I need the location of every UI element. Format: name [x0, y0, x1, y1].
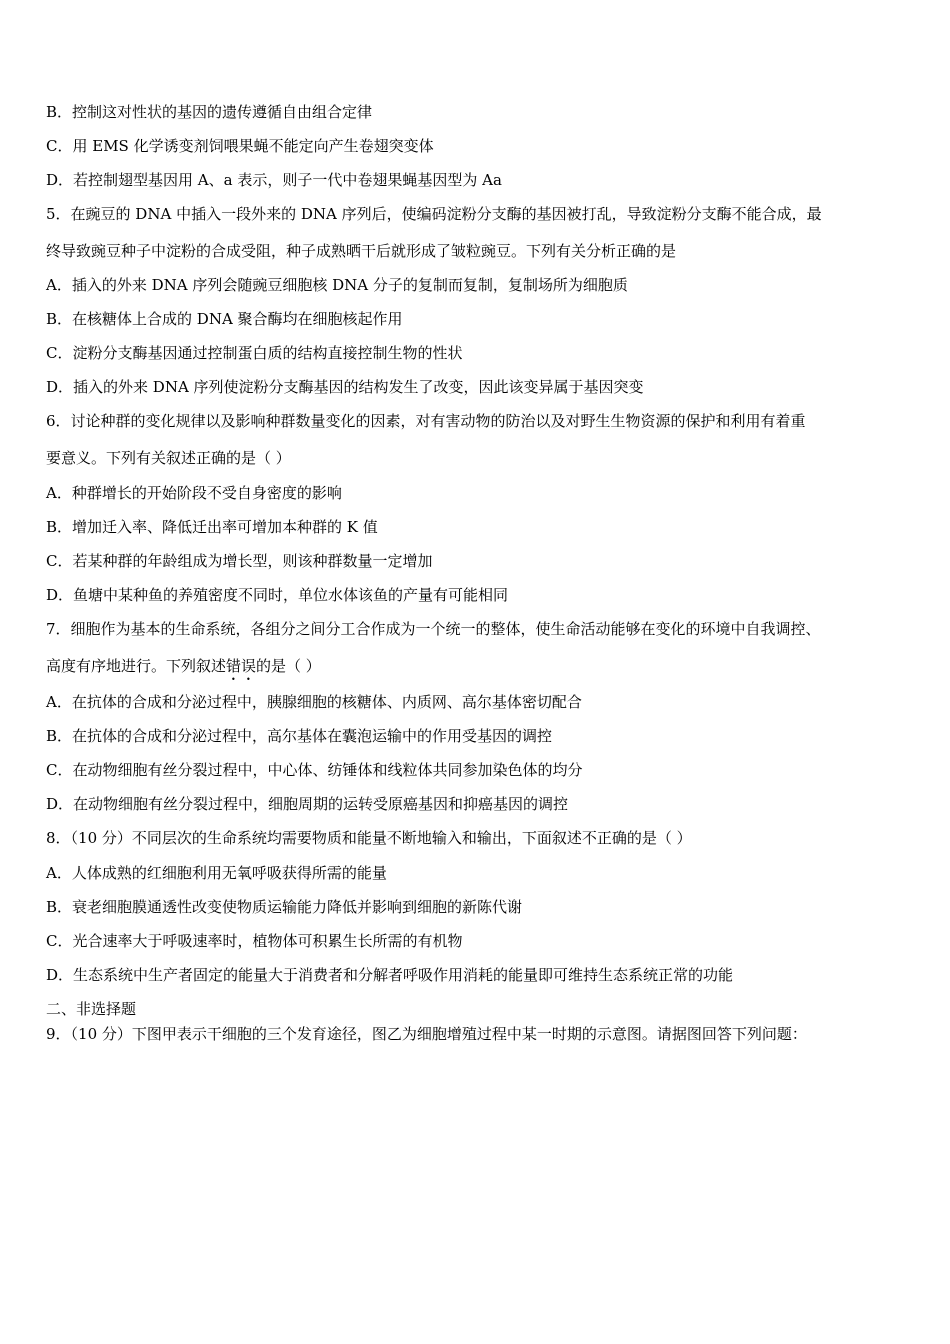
q6-stem-line1: 6．讨论种群的变化规律以及影响种群数量变化的因素，对有害动物的防治以及对野生生物资源的保护和利用有着重 — [46, 412, 806, 430]
q7-stem-line1: 7．细胞作为基本的生命系统，各组分之间分工合作成为一个统一的整体，使生命活动能够在变化的环境中自我调控、 — [46, 620, 821, 638]
q7-option-a: A．在抗体的合成和分泌过程中，胰腺细胞的核糖体、内质网、高尔基体密切配合 — [46, 693, 582, 711]
q5-option-a: A．插入的外来 DNA 序列会随豌豆细胞核 DNA 分子的复制而复制，复制场所为细胞质 — [46, 276, 628, 294]
q7-emphasis-mark: 错误 — [226, 657, 257, 675]
q8-stem: 8．（10 分）不同层次的生命系统均需要物质和能量不断地输入和输出，下面叙述不正确的是（ ） — [46, 829, 692, 847]
q5-stem-line1: 5．在豌豆的 DNA 中插入一段外来的 DNA 序列后，使编码淀粉分支酶的基因被打乱，导致淀粉分支酶不能合成，最 — [46, 205, 822, 223]
q8-option-b: B．衰老细胞膜通透性改变使物质运输能力降低并影响到细胞的新陈代谢 — [46, 898, 523, 916]
q6-option-a: A．种群增长的开始阶段不受自身密度的影响 — [46, 484, 342, 502]
q7-option-d: D．在动物细胞有丝分裂过程中，细胞周期的运转受原癌基因和抑癌基因的调控 — [46, 795, 569, 813]
q8-option-a: A．人体成熟的红细胞利用无氧呼吸获得所需的能量 — [46, 864, 387, 882]
q4-option-c: C．用 EMS 化学诱变剂饲喂果蝇不能定向产生卷翅突变体 — [46, 137, 434, 155]
q8-option-d: D．生态系统中生产者固定的能量大于消费者和分解者呼吸作用消耗的能量即可维持生态系统正常的功能 — [46, 966, 734, 984]
section-heading: 二、非选择题 — [46, 1000, 137, 1018]
q6-option-d: D．鱼塘中某种鱼的养殖密度不同时，单位水体该鱼的产量有可能相同 — [46, 586, 509, 604]
q6-option-c: C．若某种群的年龄组成为增长型，则该种群数量一定增加 — [46, 552, 433, 570]
q8-option-c: C．光合速率大于呼吸速率时，植物体可积累生长所需的有机物 — [46, 932, 463, 950]
q6-option-b: B．增加迁入率、降低迁出率可增加本种群的 K 值 — [46, 518, 378, 536]
q9-stem: 9．（10 分）下图甲表示干细胞的三个发育途径，图乙为细胞增殖过程中某一时期的示意图。请据图回答下列问题： — [46, 1025, 807, 1043]
q5-option-b: B．在核糖体上合成的 DNA 聚合酶均在细胞核起作用 — [46, 310, 403, 328]
q6-stem-line2: 要意义。下列有关叙述正确的是（ ） — [46, 449, 291, 467]
q4-option-d: D．若控制翅型基因用 A、a 表示，则子一代中卷翅果蝇基因型为 Aa — [46, 171, 502, 189]
q7-stem-pre: 高度有序地进行。下列叙述 — [46, 657, 227, 675]
q7-stem-line2 — [46, 656, 321, 684]
q5-option-d: D．插入的外来 DNA 序列使淀粉分支酶基因的结构发生了改变，因此该变异属于基因突变 — [46, 378, 644, 396]
q4-option-b: B．控制这对性状的基因的遗传遵循自由组合定律 — [46, 103, 373, 121]
q5-option-c: C．淀粉分支酶基因通过控制蛋白质的结构直接控制生物的性状 — [46, 344, 463, 362]
q5-stem-line2: 终导致豌豆种子中淀粉的合成受阻，种子成熟晒干后就形成了皱粒豌豆。下列有关分析正确的是 — [46, 242, 677, 260]
q7-option-c: C．在动物细胞有丝分裂过程中，中心体、纺锤体和线粒体共同参加染色体的均分 — [46, 761, 583, 779]
q7-stem-post: 的是（ ） — [256, 657, 321, 675]
q7-option-b: B．在抗体的合成和分泌过程中，高尔基体在囊泡运输中的作用受基因的调控 — [46, 727, 553, 745]
